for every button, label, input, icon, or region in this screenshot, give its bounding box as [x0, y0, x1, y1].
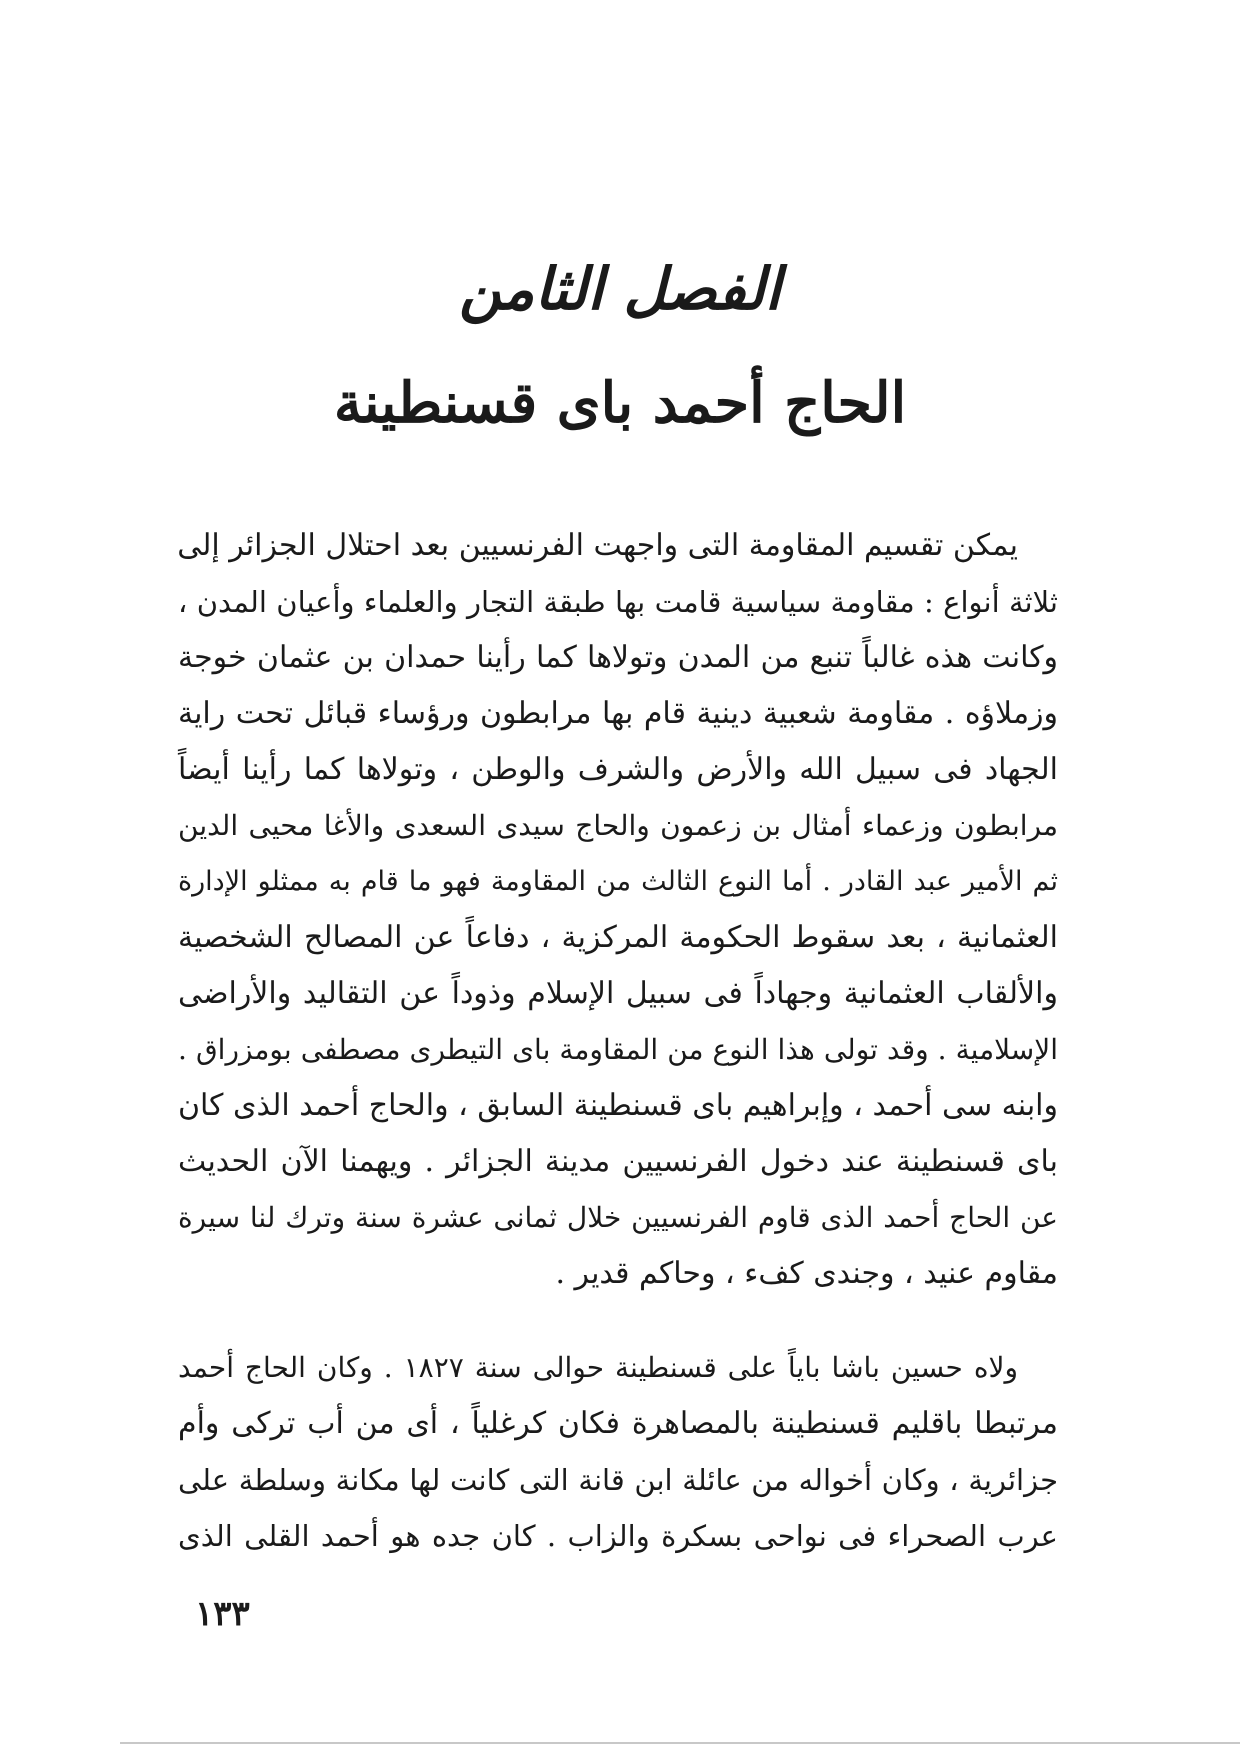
paragraph-line: وزملاؤه . مقاومة شعبية دينية قام بها مرابطون ورؤساء قبائل تحت راية — [178, 696, 1058, 731]
paragraph-line: مرابطون وزعماء أمثال بن زعمون والحاج سيدى السعدى والأغا محيى الدين — [178, 809, 1058, 842]
paragraph-line: عن الحاج أحمد الذى قاوم الفرنسيين خلال ثمانى عشرة سنة وترك لنا سيرة — [178, 1201, 1058, 1234]
paragraph-line: ثم الأمير عبد القادر . أما النوع الثالث من المقاومة فهو ما قام به ممثلو الإدارة — [178, 866, 1058, 897]
bottom-divider — [120, 1742, 1240, 1744]
page-number: ١٣٣ — [195, 1594, 250, 1634]
paragraph-line: العثمانية ، بعد سقوط الحكومة المركزية ، دفاعاً عن المصالح الشخصية — [178, 920, 1058, 955]
paragraph-line: والألقاب العثمانية وجهاداً فى سبيل الإسلام وذوداً عن التقاليد والأراضى — [178, 976, 1058, 1011]
paragraph-line: ثلاثة أنواع : مقاومة سياسية قامت بها طبقة التجار والعلماء وأعيان المدن ، — [178, 585, 1058, 619]
paragraph-line: باى قسنطينة عند دخول الفرنسيين مدينة الجزائر . ويهمنا الآن الحديث — [178, 1144, 1058, 1179]
paragraph-line: الجهاد فى سبيل الله والأرض والشرف والوطن ، وتولاها كما رأينا أيضاً — [178, 752, 1058, 787]
chapter-label: الفصل الثامن — [459, 255, 781, 323]
chapter-title: الحاج أحمد باى قسنطينة — [333, 370, 907, 436]
paragraph-line: وابنه سى أحمد ، وإبراهيم باى قسنطينة السابق ، والحاج أحمد الذى كان — [178, 1088, 1058, 1123]
paragraph-line: عرب الصحراء فى نواحى بسكرة والزاب . كان جده هو أحمد القلى الذى — [178, 1519, 1058, 1553]
paragraph-1 — [178, 518, 1058, 1302]
paragraph-line: ولاه حسين باشا باياً على قسنطينة حوالى سنة ١٨٢٧ . وكان الحاج أحمد — [178, 1351, 1018, 1384]
paragraph-line: مرتبطا باقليم قسنطينة بالمصاهرة فكان كرغلياً ، أى من أب تركى وأم — [178, 1406, 1058, 1441]
paragraph-line: جزائرية ، وكان أخواله من عائلة ابن قانة التى كانت لها مكانة وسلطة على — [178, 1463, 1058, 1497]
paragraph-line: وكانت هذه غالباً تنبع من المدن وتولاها كما رأينا حمدان بن عثمان خوجة — [178, 640, 1058, 675]
paragraph-line: مقاوم عنيد ، وجندى كفء ، وحاكم قدير . — [555, 1256, 1058, 1291]
paragraph-2 — [178, 1340, 1058, 1564]
paragraph-line: الإسلامية . وقد تولى هذا النوع من المقاومة باى التيطرى مصطفى بومزراق . — [178, 1033, 1058, 1066]
paragraph-line: يمكن تقسيم المقاومة التى واجهت الفرنسيين بعد احتلال الجزائر إلى — [177, 528, 1018, 563]
